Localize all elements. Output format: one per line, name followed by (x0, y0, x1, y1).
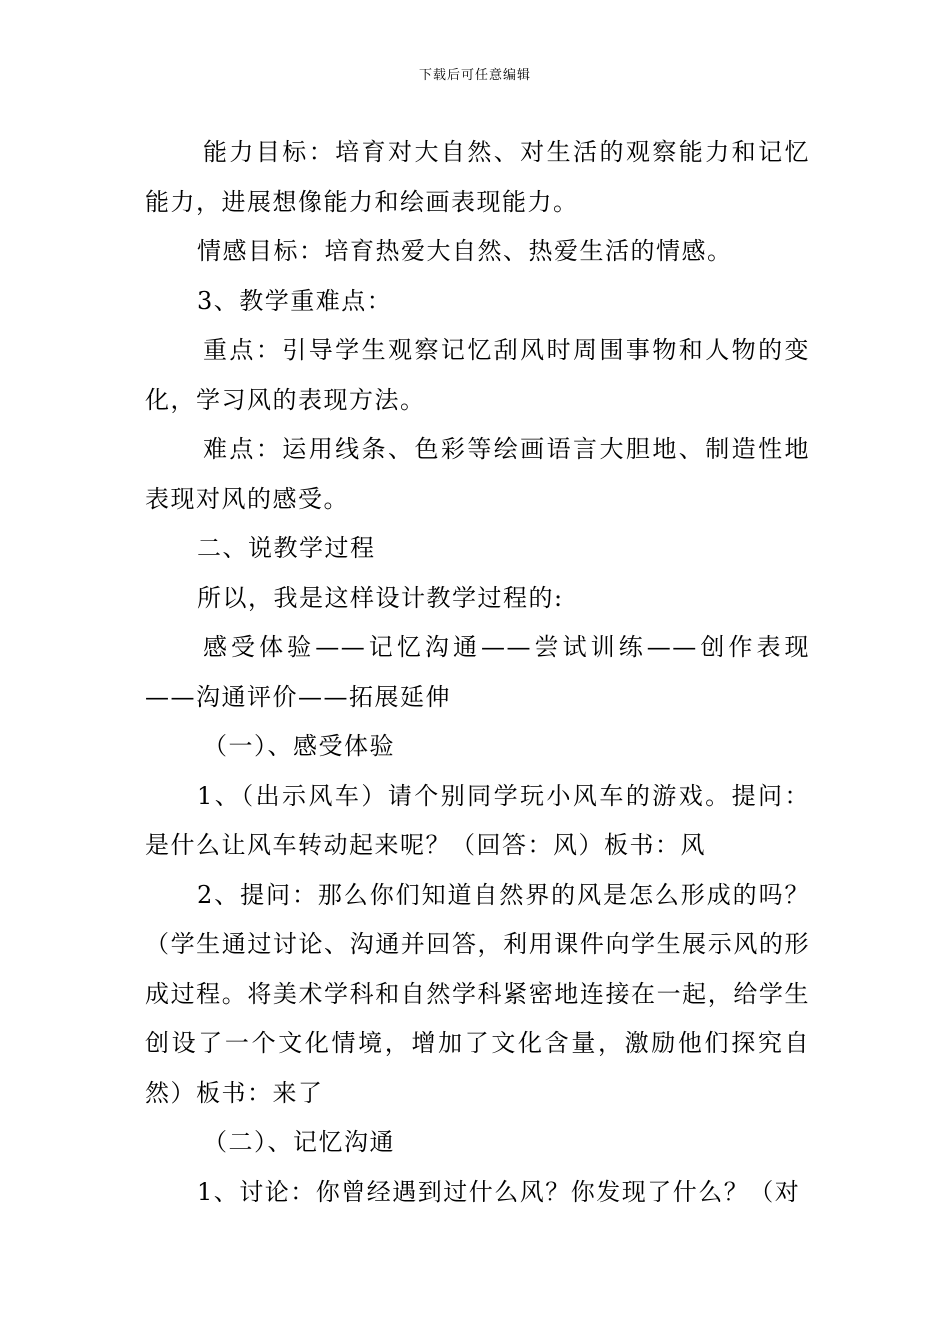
paragraph-key-point: 重点：引导学生观察记忆刮风时周围事物和人物的变化，学习风的表现方法。 (145, 336, 810, 414)
paragraph-process-intro: 所以，我是这样设计教学过程的: (197, 583, 564, 612)
subsection-heading-memory-communication: （二）、记忆沟通 (203, 1128, 395, 1156)
paragraph-discussion: 1、讨论：你曾经遇到过什么风？你发现了什么？（对 (197, 1177, 801, 1206)
paragraph-ability-goal: 能力目标：培育对大自然、对生活的观察能力和记忆能力，进展想像能力和绘画表现能力。 (145, 138, 810, 216)
paragraph-emotion-goal: 情感目标：培育热爱大自然、热爱生活的情感。 (197, 237, 733, 265)
section-heading-teaching-process: 二、说教学过程 (197, 534, 376, 562)
paragraph-difficult-point: 难点：运用线条、色彩等绘画语言大胆地、制造性地表现对风的感受。 (145, 435, 810, 513)
paragraph-step-2-wind-formation: 2、提问：那么你们知道自然界的风是怎么形成的吗？（学生通过讨论、沟通并回答，利用课件向学生展示风的形成过程。将美术学科和自然学科紧密地连接在一起，给学生创设了一个文化情境，增加了文化含量，激励他们探究自然）板书：来了 (145, 880, 810, 1107)
paragraph-process-steps: 感受体验——记忆沟通——尝试训练——创作表现——沟通评价——拓展延伸 (145, 633, 810, 711)
subsection-heading-experience: （一）、感受体验 (203, 732, 395, 760)
paragraph-key-difficult-points-heading: 3、教学重难点： (197, 286, 393, 315)
document-body (145, 128, 810, 1217)
page-header: 下载后可任意编辑 (418, 68, 531, 83)
paragraph-step-1-windmill: 1、（出示风车）请个别同学玩小风车的游戏。提问：是什么让风车转动起来呢？（回答：风）板书：风 (145, 781, 810, 859)
